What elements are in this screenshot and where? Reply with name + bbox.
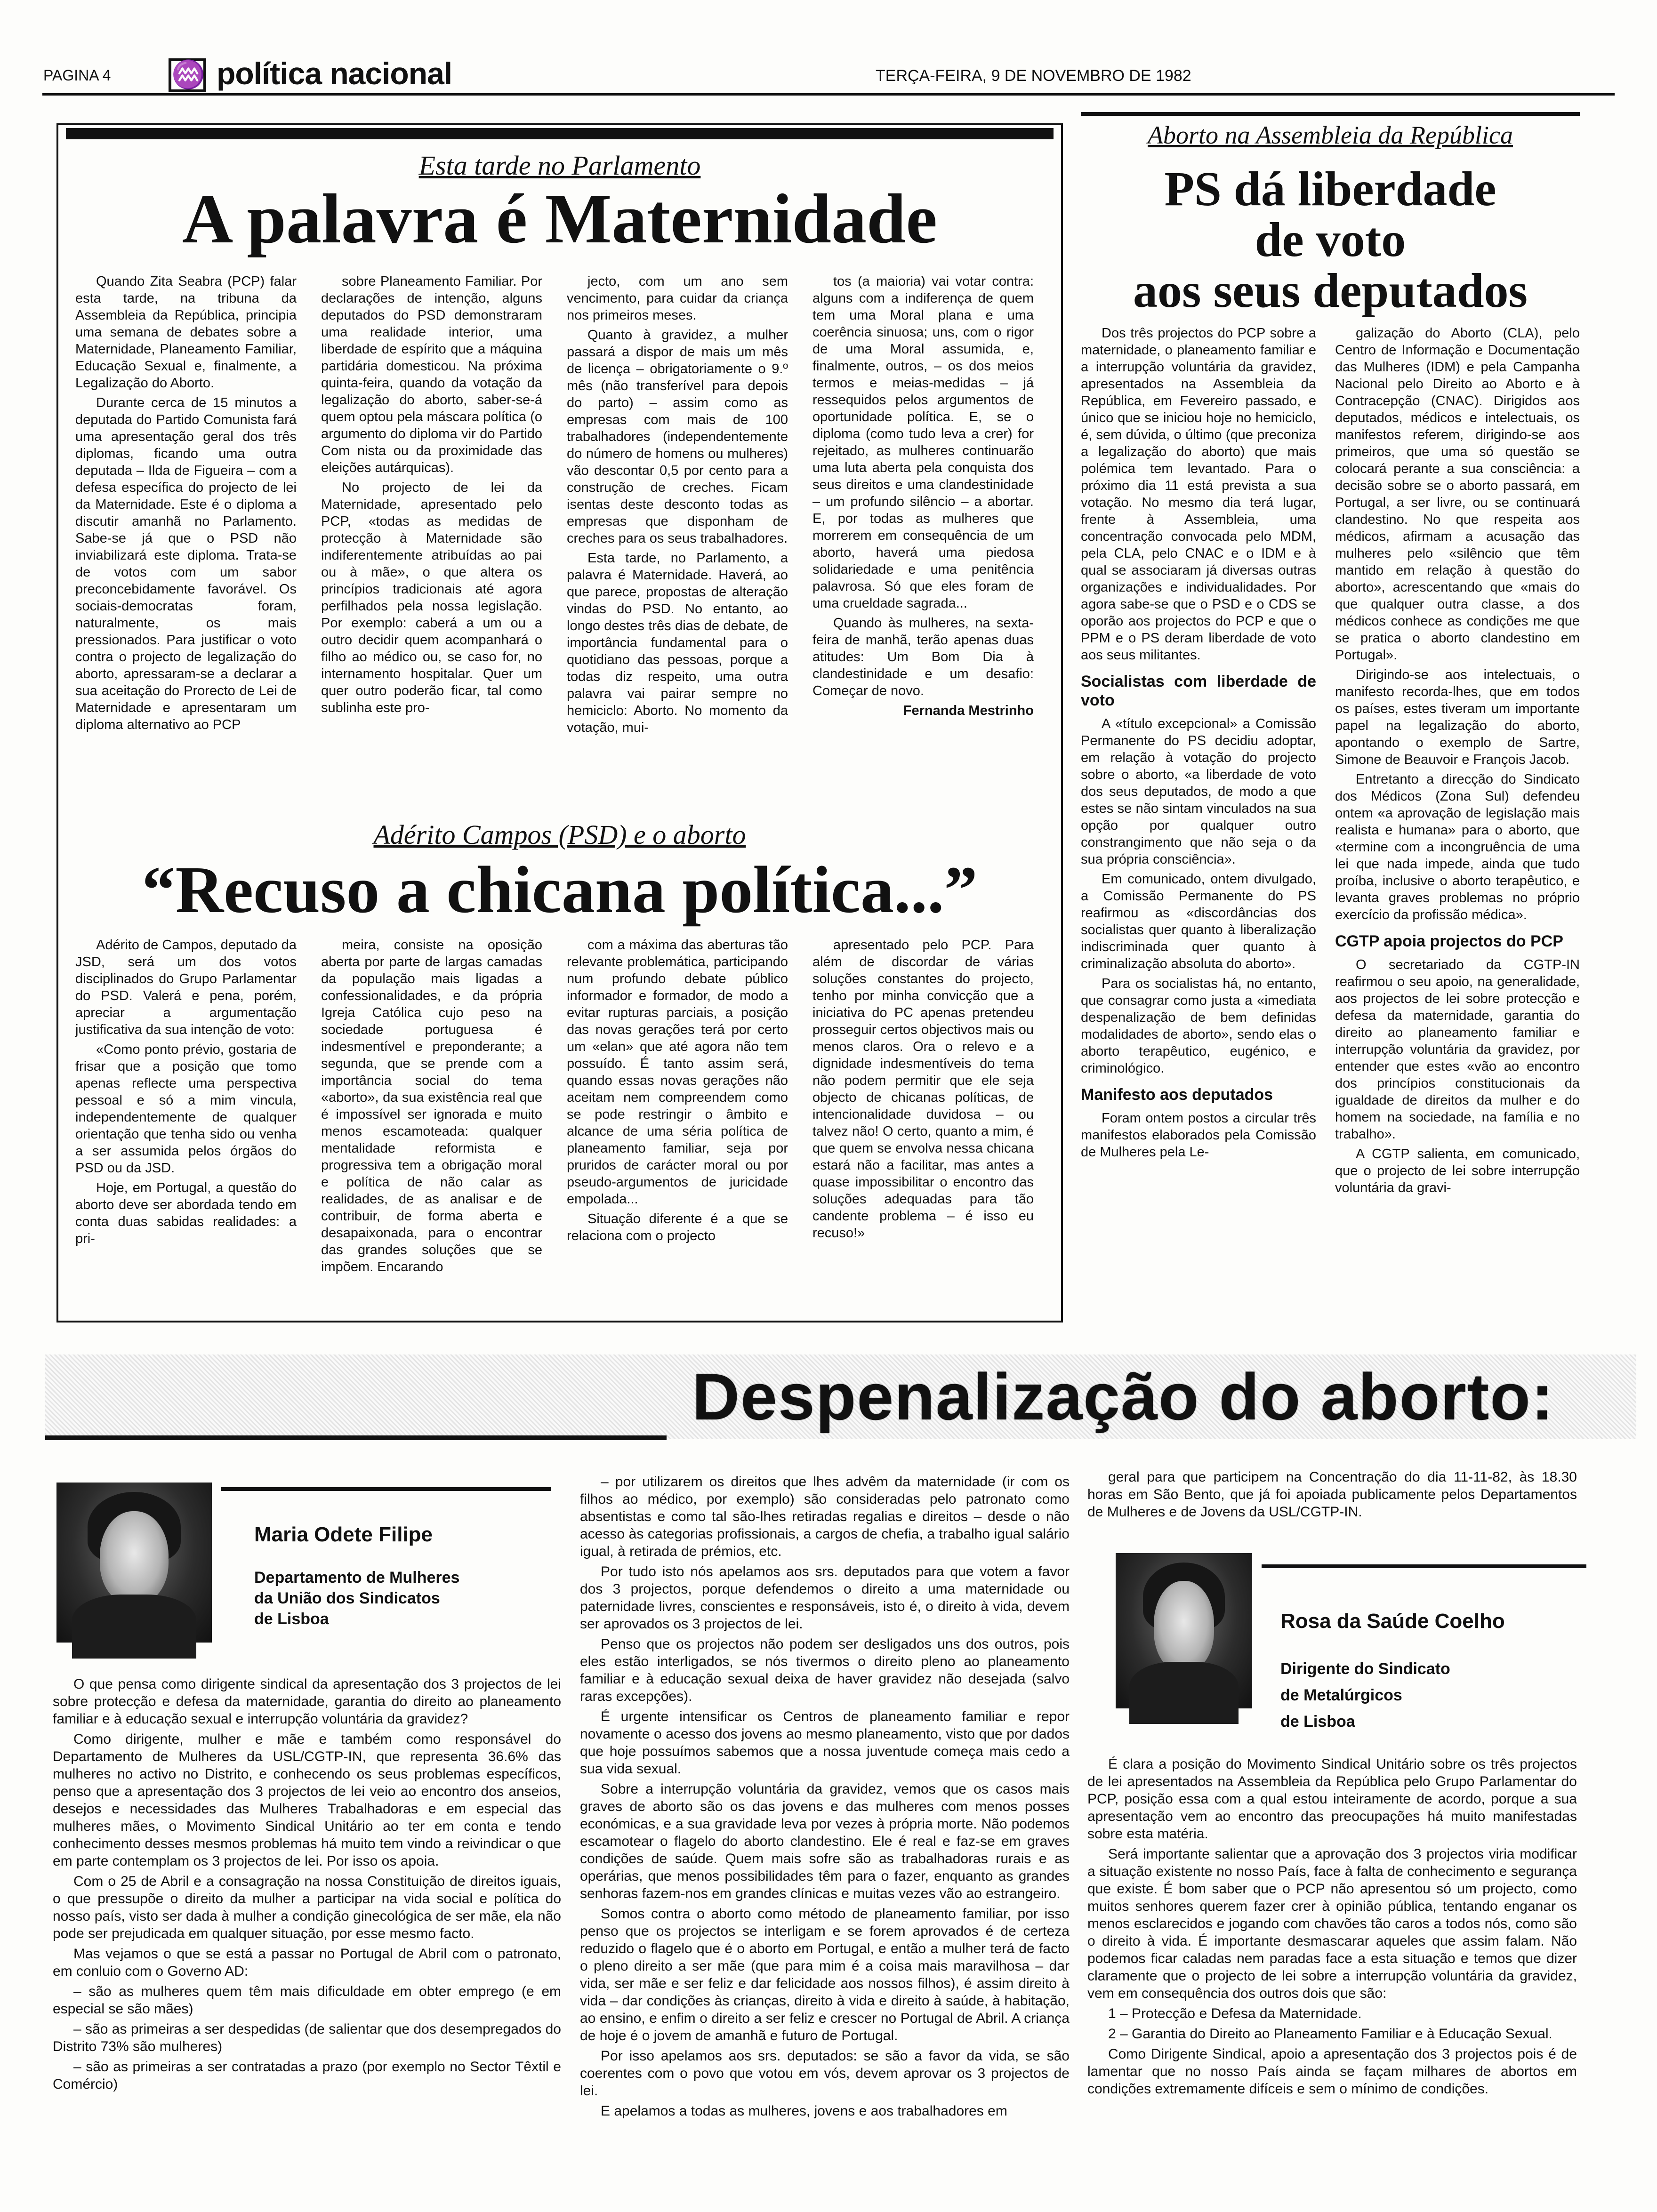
- banner-rule-left: [45, 1435, 667, 1440]
- article1-kicker: Esta tarde no Parlamento: [418, 150, 701, 181]
- article2-col1: Adérito de Campos, deputado da JSD, será um dos votos disciplinados do Grupo Parlamentar do PSD. Valerá e pena, porém, apreciar a argumentação justificativa da sua intenção de voto: «Como ponto prévio, gostaria de frisar que a posição que tomo apenas reflecte uma perspectiva pessoal e só a mim vincula, independentemente de qualquer orientação que tenha sido ou venha a ser assumida pelos órgãos do PSD ou da JSD. Hoje, em Portugal, a questão do aborto deve ser abordada tendo em conta duas sabidas realidades: a pri-: [75, 938, 297, 1246]
- article3-col2: galização do Aborto (CLA), pelo Centro de Informação e Documentação das Mulheres (IDM) e pela Campanha Nacional pelo Direito ao Aborto e à Contracepção (CNAC). Dirigidos aos deputados, médicos e intelectuais, os manifestos referem, dirigindo-se aos primeiros, que uma só questão se colocará perante a sua consciência: a decisão sobre se o aborto passará, em Portugal, a ser livre, ou se continuará clandestino. No que respeita aos médicos, afirmam a acusação das mulheres pelo «silêncio que têm mantido em relação à questão do aborto», acrescentando que «mais do que qualquer outra classe, a dos médicos conhece as condições me que se pratica o aborto clandestino em Portugal». Dirigindo-se aos intelectuais, o manifesto recorda-lhes, que em todos os países, estes tiveram um importante papel na legalização do aborto, apontando o exemplo de Sartre, Simone de Beauvoir e François Jacob. Entretanto a direcção do Sindicato dos Médicos (Zona Sul) defendeu ontem «a aprovação de legislação mais realista e humana» para o aborto, que «termine com a incongruência de uma lei que nada impede, ainda que tudo proíba, inclusive o aborto terapêutico, e levanta graves problemas no próprio exercício da profissão médica». CGTP apoia projectos do PCP O secretariado da CGTP-IN reafirmou o seu apoio, na generalidade, aos projectos de lei sobre protecção e defesa da maternidade, garantia do direito ao planeamento familiar e interrupção voluntária da gravidez, por entender que estes «vão ao encontro dos princípios constitucionais da igualdade de direitos da mulher e do homem na sociedade, na família e no trabalho». A CGTP salienta, em comunicado, que o projecto de lei sobre interrupção voluntária da gravi-: [1335, 326, 1580, 1195]
- article1-signature: Fernanda Mestrinho: [903, 703, 1034, 718]
- article3-title-line1: PS dá liberdade: [1164, 162, 1496, 216]
- person1-name: Maria Odete Filipe: [254, 1523, 433, 1546]
- bottom-col3-top: geral para que participem na Concentração do dia 11-11-82, às 18.30 horas em São Bento, que já foi apoiada publicamente pelos Departamentos de Mulheres e de Jovens da USL/CGTP-IN.: [1087, 1469, 1577, 1520]
- article2-title: “Recuso a chicana política...”: [142, 852, 978, 927]
- article3-title: [1081, 164, 1580, 316]
- article2-kicker: Adérito Campos (PSD) e o aborto: [373, 819, 746, 850]
- article1-title: A palavra é Maternidade: [182, 180, 937, 258]
- article3-subhead3: CGTP apoia projectos do PCP: [1335, 932, 1563, 950]
- person2-rule: [1262, 1564, 1586, 1568]
- bottom-col3: É clara a posição do Movimento Sindical Unitário sobre os três projectos de lei apresentados na Assembleia da República pelo Grupo Parlamentar do PCP, posição essa com a qual estou inteiramente de acordo, porque a sua apresentação vem ao encontro das preocupações há muito manifestadas sobre esta matéria. Será importante salientar que a aprovação dos 3 projectos viria modificar a situação existente no nosso País, face à falta de conhecimento e segurança que existe. É bom saber que o PCP não apresentou só um projecto, como muitos senhores querem fazer crer à opinião pública, tentando enganar os menos esclarecidos e jogando com chavões tão caros a todos nós, como são o direito à vida. É importante desmascarar aqueles que assim falam. Não podemos ficar caladas nem paradas face a esta situação e temos que dizer claramente que o projecto de lei sobre a interrupção voluntária da gravidez, vem em consequência dos outros dois que são: 1 – Protecção e Defesa da Maternidade. 2 – Garantia do Direito ao Planeamento Familiar e à Educação Sexual. Como Dirigente Sindical, apoio a apresentação dos 3 projectos pois é de lamentar que no nosso País ainda se façam milhares de abortos em condições extremamente difíceis e sem o mínimo de condições.: [1087, 1756, 1577, 2097]
- header-rule: [42, 93, 1615, 96]
- article1-col3: jecto, com um ano sem vencimento, para cuidar da criança nos primeiros meses. Quanto à gravidez, a mulher passará a dispor de mais um mês de licença – obrigatoriamente o 9.º mês (não transferível para depois do parto) – assim como as empresas com mais de 100 trabalhadores (independentemente do número de homens ou mulheres) vão descontar 0,5 por cento para a construção de creches. Ficam isentas deste desconto todas as empresas que disponham de creches para os seus trabalhadores. Esta tarde, no Parlamento, a palavra é Maternidade. Haverá, ao que parece, propostas de alteração vindas do PSD. No entanto, ao longo destes três dias de debate, de importância fundamental para o quotidiano das pessoas, porque a todas diz respeito, uma outra palavra vai pairar sempre no hemiciclo: Aborto. No momento da votação, mui-: [567, 274, 788, 735]
- right-top-bar: [1081, 112, 1580, 116]
- person1-role: Departamento de Mulheres da União dos Sindicatos de Lisboa: [254, 1569, 460, 1628]
- article3-title-line2: de voto: [1255, 213, 1406, 267]
- person1-rule: [221, 1487, 551, 1491]
- article1-col1: Quando Zita Seabra (PCP) falar esta tarde, na tribuna da Assembleia da República, principia uma semana de debates sobre a Maternidade, Planeamento Familiar, Educação Sexual e, finalmente, a Legalização do Aborto. Durante cerca de 15 minutos a deputada do Partido Comunista fará uma apresentação geral dos três diplomas, ficando uma outra deputada – Ilda de Figueira – com a defesa específica do projecto de lei da Maternidade. Este é o diploma a discutir amanhã no Parlamento. Sabe-se já que o PSD não inviabilizará este diploma. Trata-se de votos com um sabor preconcebidamente favorável. Os sociais-democratas foram, naturalmente, os mais pressionados. Para justificar o voto contra o projecto de legalização do aborto, apressaram-se a declarar a sua aceitação do Prorecto de Lei de Maternidade e apresentaram um diploma alternativo ao PCP: [75, 274, 297, 732]
- article2-col3: com a máxima das aberturas tão relevante problemática, participando num profundo debate público informador e formador, de modo a evitar rupturas parciais, a posição das novas gerações terá por certo um «elan» que até agora não tem possuído. É tanto assim será, quando essas novas gerações não aceitam nem compreendem como se pode restringir o âmbito e alcance de uma séria política de planeamento familiar, seja por pruridos de carácter moral ou por pseudo-argumentos de juricidade empolada... Situação diferente é a que se relaciona com o projecto: [567, 938, 788, 1243]
- maria-odete-filipe-photo: [56, 1483, 212, 1643]
- person2-name: Rosa da Saúde Coelho: [1280, 1610, 1505, 1633]
- article3-kicker: Aborto na Assembleia da República: [1148, 121, 1513, 149]
- article3-title-line3: aos seus deputados: [1133, 264, 1528, 318]
- rosa-da-saude-coelho-photo: [1116, 1553, 1252, 1708]
- bottom-col1: O que pensa como dirigente sindical da apresentação dos 3 projectos de lei sobre protecção e defesa da maternidade, garantia do direito ao planeamento familiar e à educação sexual e interrupção voluntária da gravidez? Como dirigente, mulher e mãe e também como responsável do Departamento de Mulheres da USL/CGTP-IN, que representa 36.6% das mulheres no activo no Distrito, e conhecendo os seus problemas específicos, penso que a apresentação dos 3 projectos de lei veio ao encontro dos anseios, desejos e necessidades das Mulheres Trabalhadoras e em especial das mulheres mães, o Movimento Sindical Unitário ao ter em conta e tendo conhecimento desses mesmos problemas há muito tem vindo a reivindicar o que em parte contemplam os 3 projectos de lei. Por isso os apoia. Com o 25 de Abril e a consagração na nossa Constituição de direitos iguais, o que pressupõe o direito da mulher a participar na vida social e política do nosso país, visto ser dada à mulher a condição ginecológica de ser mãe, ela não pode ser prejudicada em qualquer situação, por esse mesmo facto. Mas vejamos o que se está a passar no Portugal de Abril com o patronato, em conluio com o Governo AD: – são as mulheres quem têm mais dificuldade em obter emprego (e em especial se são mães) – são as primeiras a ser despedidas (de salientar que dos desempregados do Distrito 73% são mulheres) – são as primeiras a ser contratadas a prazo (por exemplo no Sector Têxtil e Comércio): [53, 1676, 561, 2092]
- article2-col2: meira, consiste na oposição aberta por parte de largas camadas da população mais ligadas a confessionalidades, e da própria Igreja Católica cujo peso na sociedade portuguesa é indesmentível e preponderante; a segunda, que se prende com a importância social do tema «aborto», da sua existência real que é impossível ser ignorada e muito menos escamoteada: qualquer mentalidade reformista e progressiva tem a obrigação moral e política de não calar as realidades, de as analisar e de contribuir, de forma aberta e desapaixonada, para o encontrar das grandes soluções que se impõem. Encarando: [321, 938, 542, 1274]
- article1-col4: tos (a maioria) vai votar contra: alguns com a indiferença de quem tem uma Moral plana e uma coerência sinuosa; uns, com o rigor de uma Moral assumida, e, finalmente, outros, – os dos meios termos e meias-medidas – já ressequidos pelos argumentos de oportunidade política. E, se o diploma (como tudo leva a crer) for rejeitado, as mulheres continuarão uma luta aberta pela conquista dos seus direitos e uma clandestinidade – um profundo silêncio – a abortar. E, por todas as mulheres que morrerem em consequência de um aborto, haverá uma piedosa solidariedade e uma penitência palavrosa. Só que eles foram de uma crueldade sagrada... Quando às mulheres, na sexta-feira de manhã, terão apenas duas atitudes: Um Bom Dia à clandestinidade e um desafio: Começar de novo. Fernanda Mestrinho: [812, 274, 1034, 718]
- banner-title: Despenalização do aborto:: [692, 1360, 1554, 1434]
- person2-role: Dirigente do Sindicato de Metalúrgicos de Lisboa: [1280, 1660, 1450, 1731]
- issue-date: TERÇA-FEIRA, 9 DE NOVEMBRO DE 1982: [876, 67, 1191, 85]
- article3-col1: Dos três projectos do PCP sobre a maternidade, o planeamento familiar e a interrupção voluntária da gravidez, apresentados na Assembleia da República, em Fevereiro passado, e único que se iniciou hoje no hemiciclo, é, sem dúvida, o último (que preconiza a legalização do aborto) que mais polémica tem levantado. Para o próximo dia 11 está prevista a sua votação. No mesmo dia terá lugar, frente à Assembleia, uma concentração convocada pelo MDM, pela CLA, pelo CNAC e o IDM e à qual se associaram já diversas outras organizações e individualidades. Por agora sabe-se que o PSD e o CDS se oporão aos projectos do PCP e que o PPM e o PS deram liberdade de voto aos seus militantes. Socialistas com liberdade de voto A «título excepcional» a Comissão Permanente do PS decidiu adoptar, em relação à votação do projecto sobre o aborto, «a liberdade de voto dos seus deputados, de modo a que estes se não sintam vinculados na sua opção por qualquer outro constrangimento que não seja o da sua própria consciência». Em comunicado, ontem divulgado, a Comissão Permanente do PS reafirmou as «discordâncias dos socialistas quer quanto à liberalização indiscriminada quer quanto à criminalização absoluta do aborto». Para os socialistas há, no entanto, que consagrar como justa a «imediata despenalização de bem definidas modalidades de aborto», sendo elas o aborto terapêutico, eugénico, e criminológico. Manifesto aos deputados Foram ontem postos a circular três manifestos elaborados pela Comissão de Mulheres pela Le-: [1081, 326, 1316, 1160]
- section-title: política nacional: [217, 56, 452, 91]
- section-logo-icon: ♒: [169, 58, 206, 92]
- page-number: PAGINA 4: [43, 67, 111, 84]
- bottom-col2: – por utilizarem os direitos que lhes advêm da maternidade (ir com os filhos ao médico, por exemplo) são consideradas pelo patronato como absentistas e como tal são-lhes retiradas regalias e direitos – desde o não acesso às categorias profissionais, a cargos de chefia, a trabalho igual salário igual, à retirada de prémios, etc. Por tudo isto nós apelamos aos srs. deputados para que votem a favor dos 3 projectos, porque defendemos o direito a uma maternidade ou paternidade livres, conscientes e responsáveis, isto é, o direito à vida, devem ser aprovados os 3 projectos de lei. Penso que os projectos não podem ser desligados uns dos outros, pois eles estão interligados, se nós tivermos o direito pleno ao planeamento familiar e à educação sexual deixa de haver gravidez não desejada (salvo raras excepções). É urgente intensificar os Centros de planeamento familiar e repor novamente o acesso dos jovens ao mesmo planeamento, visto que por dados que hoje possuímos sabemos que a nossa juventude começa mais cedo a sua vida sexual. Sobre a interrupção voluntária da gravidez, vemos que os casos mais graves de aborto são os das jovens e das mulheres com menos posses económicas, e a sua gravidade leva por vezes à própria morte. Não podemos escamotear o flagelo do aborto clandestino. Ele é real e faz-se em graves condições de saúde. Quem mais sofre são as trabalhadoras rurais e as operárias, que menos possibilidades têm para o fazer, enquanto as grandes senhoras fazem-nos em grandes clínicas e muitas vezes vão ao estrangeiro. Somos contra o aborto como método de planeamento familiar, por isso penso que os projectos se interligam e se forem aprovados é de certeza reduzido o flagelo que é o aborto em Portugal, e então a mulher terá de facto o pleno direito a ser mãe (que para mim é a coisa mais maravilhosa – dar vida, ser mãe e ser feliz e dar felicidade aos nossos filhos), é assim direito à vida – dar condições às crianças, direito à vida e direito à saúde, à habitação, ao ensino, e enfim o direito a ser feliz e crescer no Portugal de Abril. A criança de hoje é o jovem de amanhã e futuro de Portugal. Por isso apelamos aos srs. deputados: se são a favor da vida, se são coerentes com o povo que votou em vós, devem aprovar os 3 projectos de lei. E apelamos a todas as mulheres, jovens e aos trabalhadores em: [580, 1474, 1070, 2119]
- article3-subhead2: Manifesto aos deputados: [1081, 1086, 1273, 1104]
- article3-subhead1: Socialistas com liberdade de voto: [1081, 673, 1316, 709]
- article2-col4: apresentado pelo PCP. Para além de discordar de várias soluções constantes do projecto, tenho por minha convicção que a iniciativa do PC apenas pretendeu prosseguir certos objectivos mais ou menos claros. Ora o relevo e a dignidade indesmentíveis do tema não podem permitir que ele seja objecto de chicanas políticas, de intencionalidade duvidosa – ou talvez não! O certo, quanto a mim, é que quem se envolva nessa chicana estará não a facilitar, mas antes a quase impossibilitar o encontro das soluções adequadas para tão candente problema – é isso eu recuso!»: [812, 938, 1034, 1241]
- article1-col2: sobre Planeamento Familiar. Por declarações de intenção, alguns deputados do PSD demonstraram uma realidade interior, uma liberdade de espírito que a máquina partidária domesticou. Na próxima quinta-feira, quando da votação da legalização do aborto, saber-se-á quem optou pela máscara política (o argumento do diploma vir do Partido Com nista ou da proximidade das eleições autárquicas). No projecto de lei da Maternidade, apresentado pelo PCP, «todas as medidas de protecção à Maternidade são indiferentemente atribuídas ao pai ou à mãe», o que altera os princípios tradicionais até agora perfilhados pela nossa legislação. Por exemplo: caberá a um ou a outro decidir quem acompanhará o filho ao médico ou, se caso for, no internamento hospitalar. Quer um quer outro poderão ficar, tal como sublinha este pro-: [321, 274, 542, 715]
- box-top-bar: [66, 128, 1054, 139]
